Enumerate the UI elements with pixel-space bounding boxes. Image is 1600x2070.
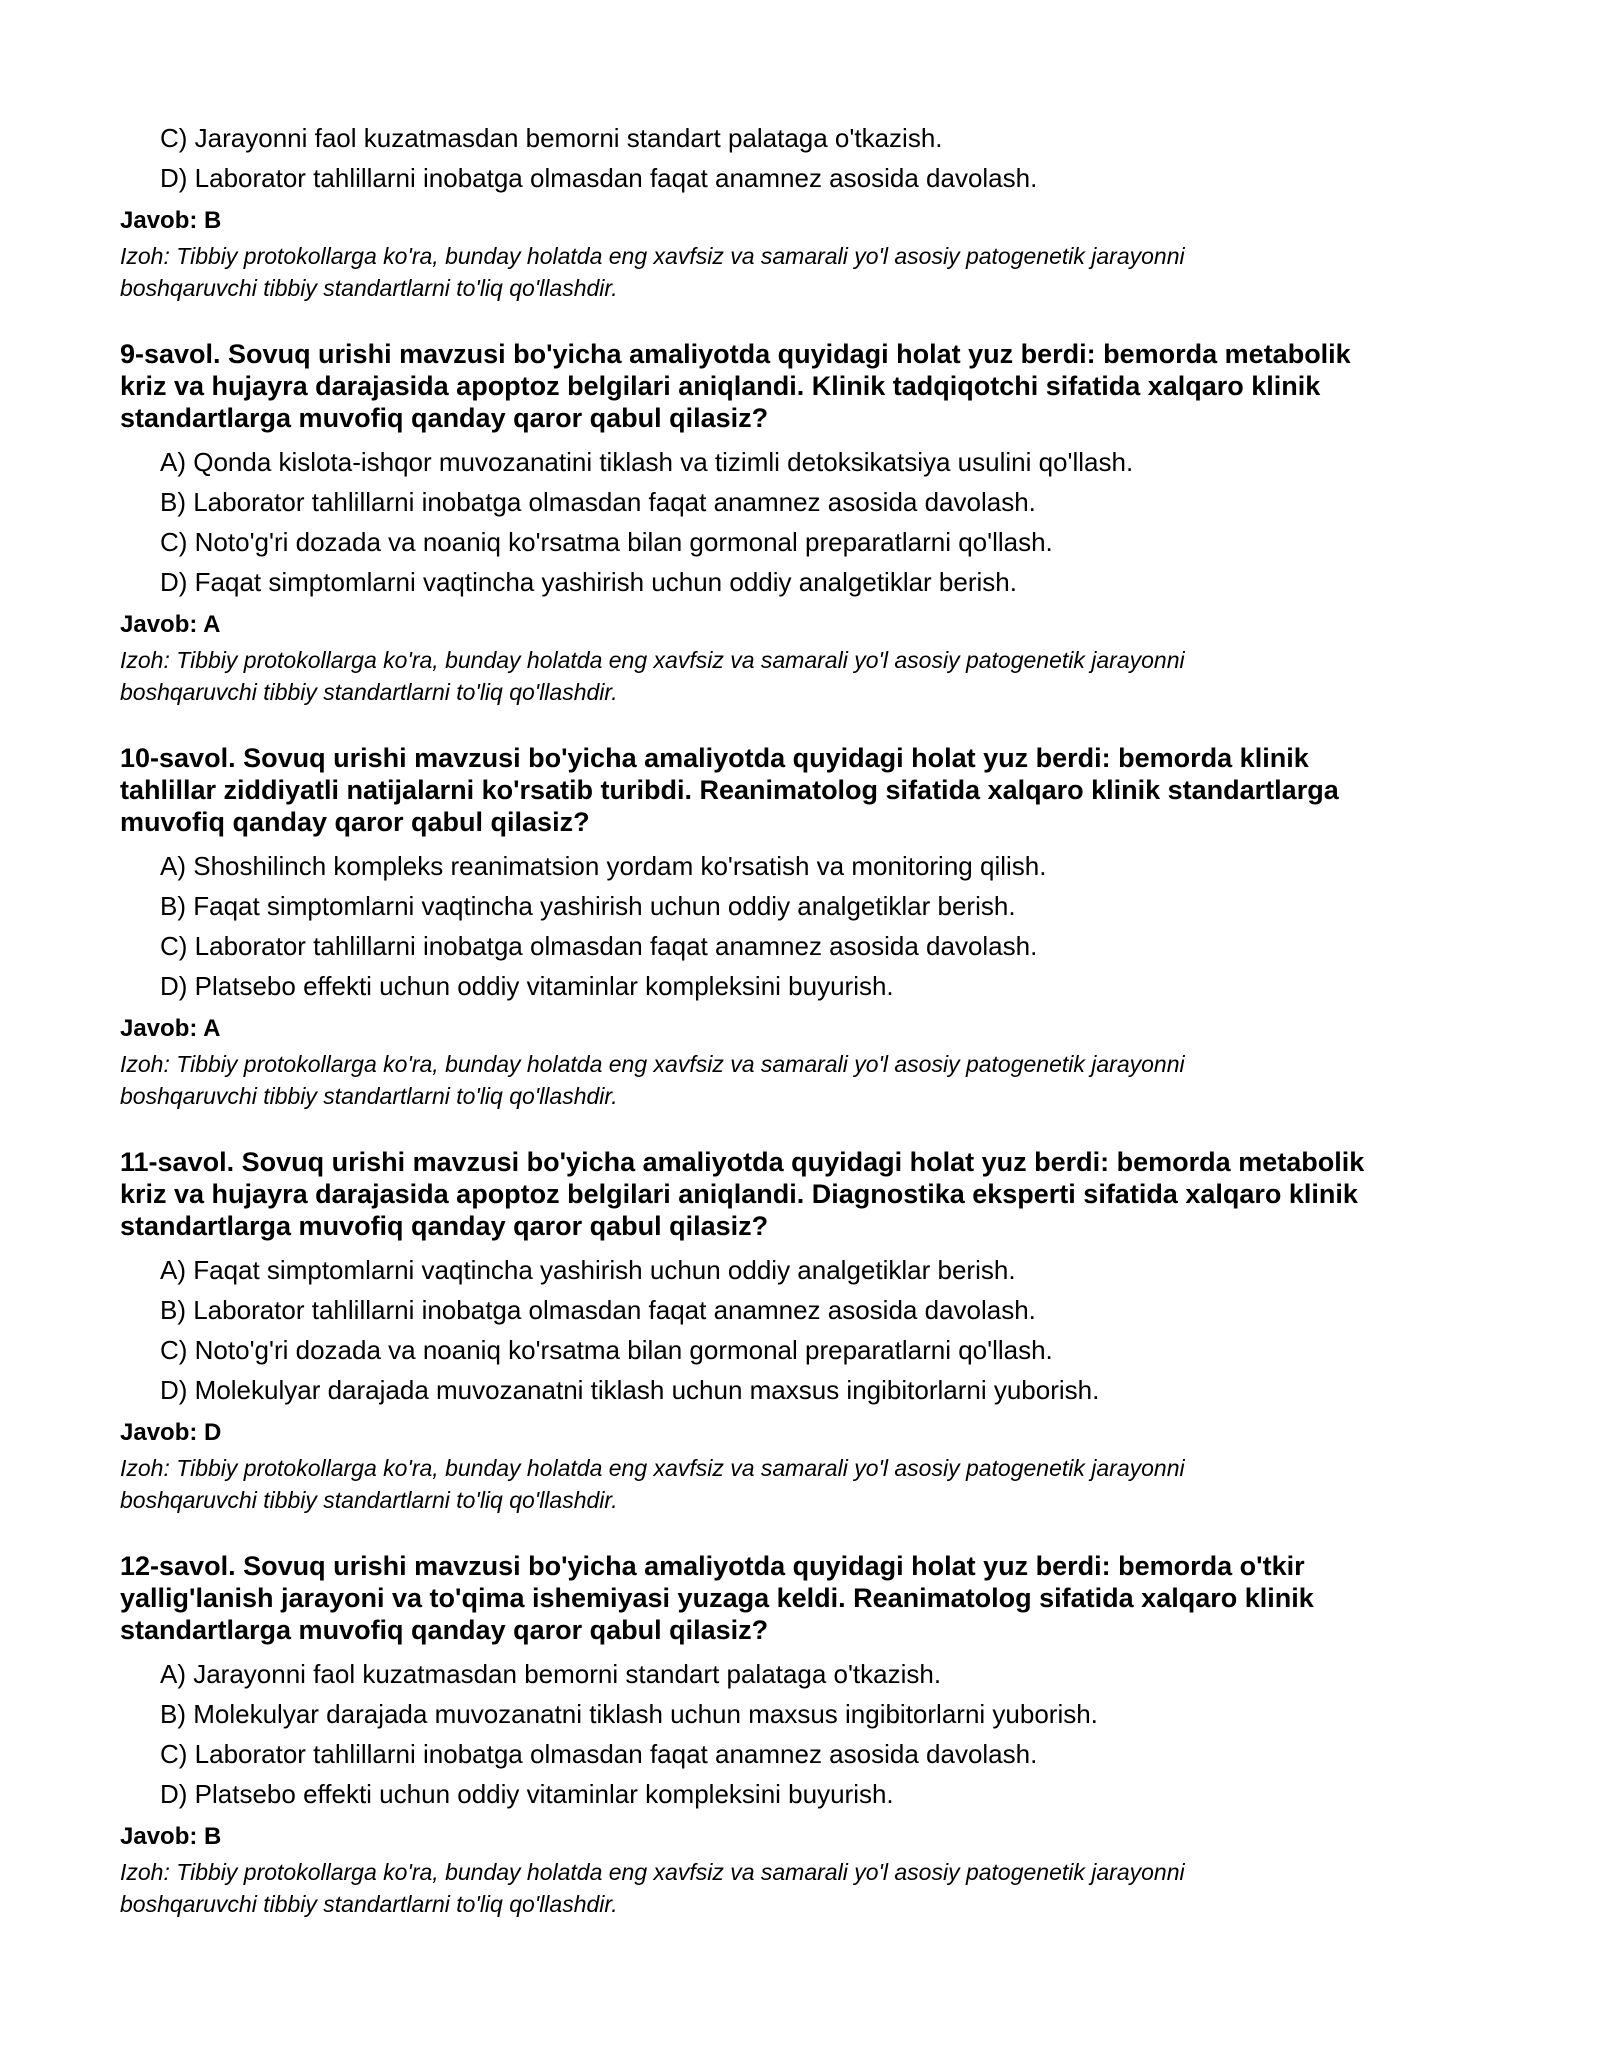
question-line: standartlarga muvofiq qanday qaror qabul qilasiz? <box>120 1211 769 1241</box>
explanation-note <box>120 644 1460 708</box>
question-line: standartlarga muvofiq qanday qaror qabul qilasiz? <box>120 403 769 433</box>
question-line: 10-savol. Sovuq urishi mavzusi bo'yicha amaliyotda quyidagi holat yuz berdi: bemorda klinik <box>120 743 1309 773</box>
question-line: 11-savol. Sovuq urishi mavzusi bo'yicha amaliyotda quyidagi holat yuz berdi: bemorda metabolik <box>120 1147 1365 1177</box>
question-text <box>120 338 1460 434</box>
note-line: Izoh: Tibbiy protokollarga ko'ra, bunday holatda eng xavfsiz va samarali yo'l asosiy patogenetik jarayonni <box>120 1455 1185 1481</box>
option-d: D) Faqat simptomlarni vaqtincha yashirish uchun oddiy analgetiklar berish. <box>160 567 1017 597</box>
answer-label: Javob: B <box>120 207 222 234</box>
question-line: standartlarga muvofiq qanday qaror qabul qilasiz? <box>120 1615 769 1645</box>
question-line: yallig'lanish jarayoni va to'qima ishemiyasi yuzaga keldi. Reanimatolog sifatida xalqaro klinik <box>120 1583 1314 1613</box>
note-line: boshqaruvchi tibbiy standartlarni to'liq qo'llashdir. <box>120 1487 618 1513</box>
option-b: B) Molekulyar darajada muvozanatni tiklash uchun maxsus ingibitorlarni yuborish. <box>160 1699 1098 1729</box>
note-line: boshqaruvchi tibbiy standartlarni to'liq qo'llashdir. <box>120 275 618 301</box>
option-c: C) Noto'g'ri dozada va noaniq ko'rsatma bilan gormonal preparatlarni qo'llash. <box>160 1335 1053 1365</box>
question-line: kriz va hujayra darajasida apoptoz belgilari aniqlandi. Klinik tadqiqotchi sifatida xalqaro klinik <box>120 371 1321 401</box>
explanation-note <box>120 1452 1460 1516</box>
question-line: 12-savol. Sovuq urishi mavzusi bo'yicha amaliyotda quyidagi holat yuz berdi: bemorda o'tkir <box>120 1551 1305 1581</box>
question-line: muvofiq qanday qaror qabul qilasiz? <box>120 807 590 837</box>
question-block-10 <box>120 742 1460 1112</box>
option-d: D) Platsebo effekti uchun oddiy vitaminlar kompleksini buyurish. <box>160 971 894 1001</box>
option-c: C) Laborator tahlillarni inobatga olmasdan faqat anamnez asosida davolash. <box>160 1739 1038 1769</box>
question-block-12 <box>120 1550 1460 1920</box>
option-c: C) Laborator tahlillarni inobatga olmasdan faqat anamnez asosida davolash. <box>160 931 1038 961</box>
answer-label: Javob: A <box>120 1015 221 1042</box>
question-block-9 <box>120 338 1460 708</box>
option-d: D) Molekulyar darajada muvozanatni tiklash uchun maxsus ingibitorlarni yuborish. <box>160 1375 1100 1405</box>
note-line: boshqaruvchi tibbiy standartlarni to'liq qo'llashdir. <box>120 1891 618 1917</box>
explanation-note <box>120 1048 1460 1112</box>
option-a: A) Shoshilinch kompleks reanimatsion yordam ko'rsatish va monitoring qilish. <box>160 851 1047 881</box>
question-block-11 <box>120 1146 1460 1516</box>
option-c: C) Jarayonni faol kuzatmasdan bemorni standart palataga o'tkazish. <box>160 123 943 153</box>
question-text <box>120 1146 1460 1242</box>
note-line: Izoh: Tibbiy protokollarga ko'ra, bunday holatda eng xavfsiz va samarali yo'l asosiy patogenetik jarayonni <box>120 1859 1185 1885</box>
explanation-note <box>120 240 1460 304</box>
option-d: D) Laborator tahlillarni inobatga olmasdan faqat anamnez asosida davolash. <box>160 163 1038 193</box>
answer-label: Javob: B <box>120 1823 222 1850</box>
option-b: B) Laborator tahlillarni inobatga olmasdan faqat anamnez asosida davolash. <box>160 1295 1036 1325</box>
option-a: A) Faqat simptomlarni vaqtincha yashirish uchun oddiy analgetiklar berish. <box>160 1255 1016 1285</box>
note-line: boshqaruvchi tibbiy standartlarni to'liq qo'llashdir. <box>120 1083 618 1109</box>
question-text <box>120 742 1460 838</box>
option-a: A) Jarayonni faol kuzatmasdan bemorni standart palataga o'tkazish. <box>160 1659 942 1689</box>
question-line: kriz va hujayra darajasida apoptoz belgilari aniqlandi. Diagnostika eksperti sifatida xalqaro klinik <box>120 1179 1358 1209</box>
question-line: 9-savol. Sovuq urishi mavzusi bo'yicha amaliyotda quyidagi holat yuz berdi: bemorda metabolik <box>120 339 1351 369</box>
question-text <box>120 1550 1460 1646</box>
note-line: Izoh: Tibbiy protokollarga ko'ra, bunday holatda eng xavfsiz va samarali yo'l asosiy patogenetik jarayonni <box>120 243 1185 269</box>
answer-label: Javob: A <box>120 611 221 638</box>
answer-label: Javob: D <box>120 1419 222 1446</box>
note-line: boshqaruvchi tibbiy standartlarni to'liq qo'llashdir. <box>120 679 618 705</box>
option-b: B) Laborator tahlillarni inobatga olmasdan faqat anamnez asosida davolash. <box>160 487 1036 517</box>
note-line: Izoh: Tibbiy protokollarga ko'ra, bunday holatda eng xavfsiz va samarali yo'l asosiy patogenetik jarayonni <box>120 647 1185 673</box>
option-a: A) Qonda kislota-ishqor muvozanatini tiklash va tizimli detoksikatsiya usulini qo'llash. <box>160 447 1134 477</box>
option-b: B) Faqat simptomlarni vaqtincha yashirish uchun oddiy analgetiklar berish. <box>160 891 1016 921</box>
page-content <box>120 118 1460 1920</box>
option-c: C) Noto'g'ri dozada va noaniq ko'rsatma bilan gormonal preparatlarni qo'llash. <box>160 527 1053 557</box>
option-d: D) Platsebo effekti uchun oddiy vitaminlar kompleksini buyurish. <box>160 1779 894 1809</box>
question-8-continuation <box>120 118 1460 304</box>
explanation-note <box>120 1856 1460 1920</box>
note-line: Izoh: Tibbiy protokollarga ko'ra, bunday holatda eng xavfsiz va samarali yo'l asosiy patogenetik jarayonni <box>120 1051 1185 1077</box>
question-line: tahlillar ziddiyatli natijalarni ko'rsatib turibdi. Reanimatolog sifatida xalqaro klinik standartlarga <box>120 775 1339 805</box>
